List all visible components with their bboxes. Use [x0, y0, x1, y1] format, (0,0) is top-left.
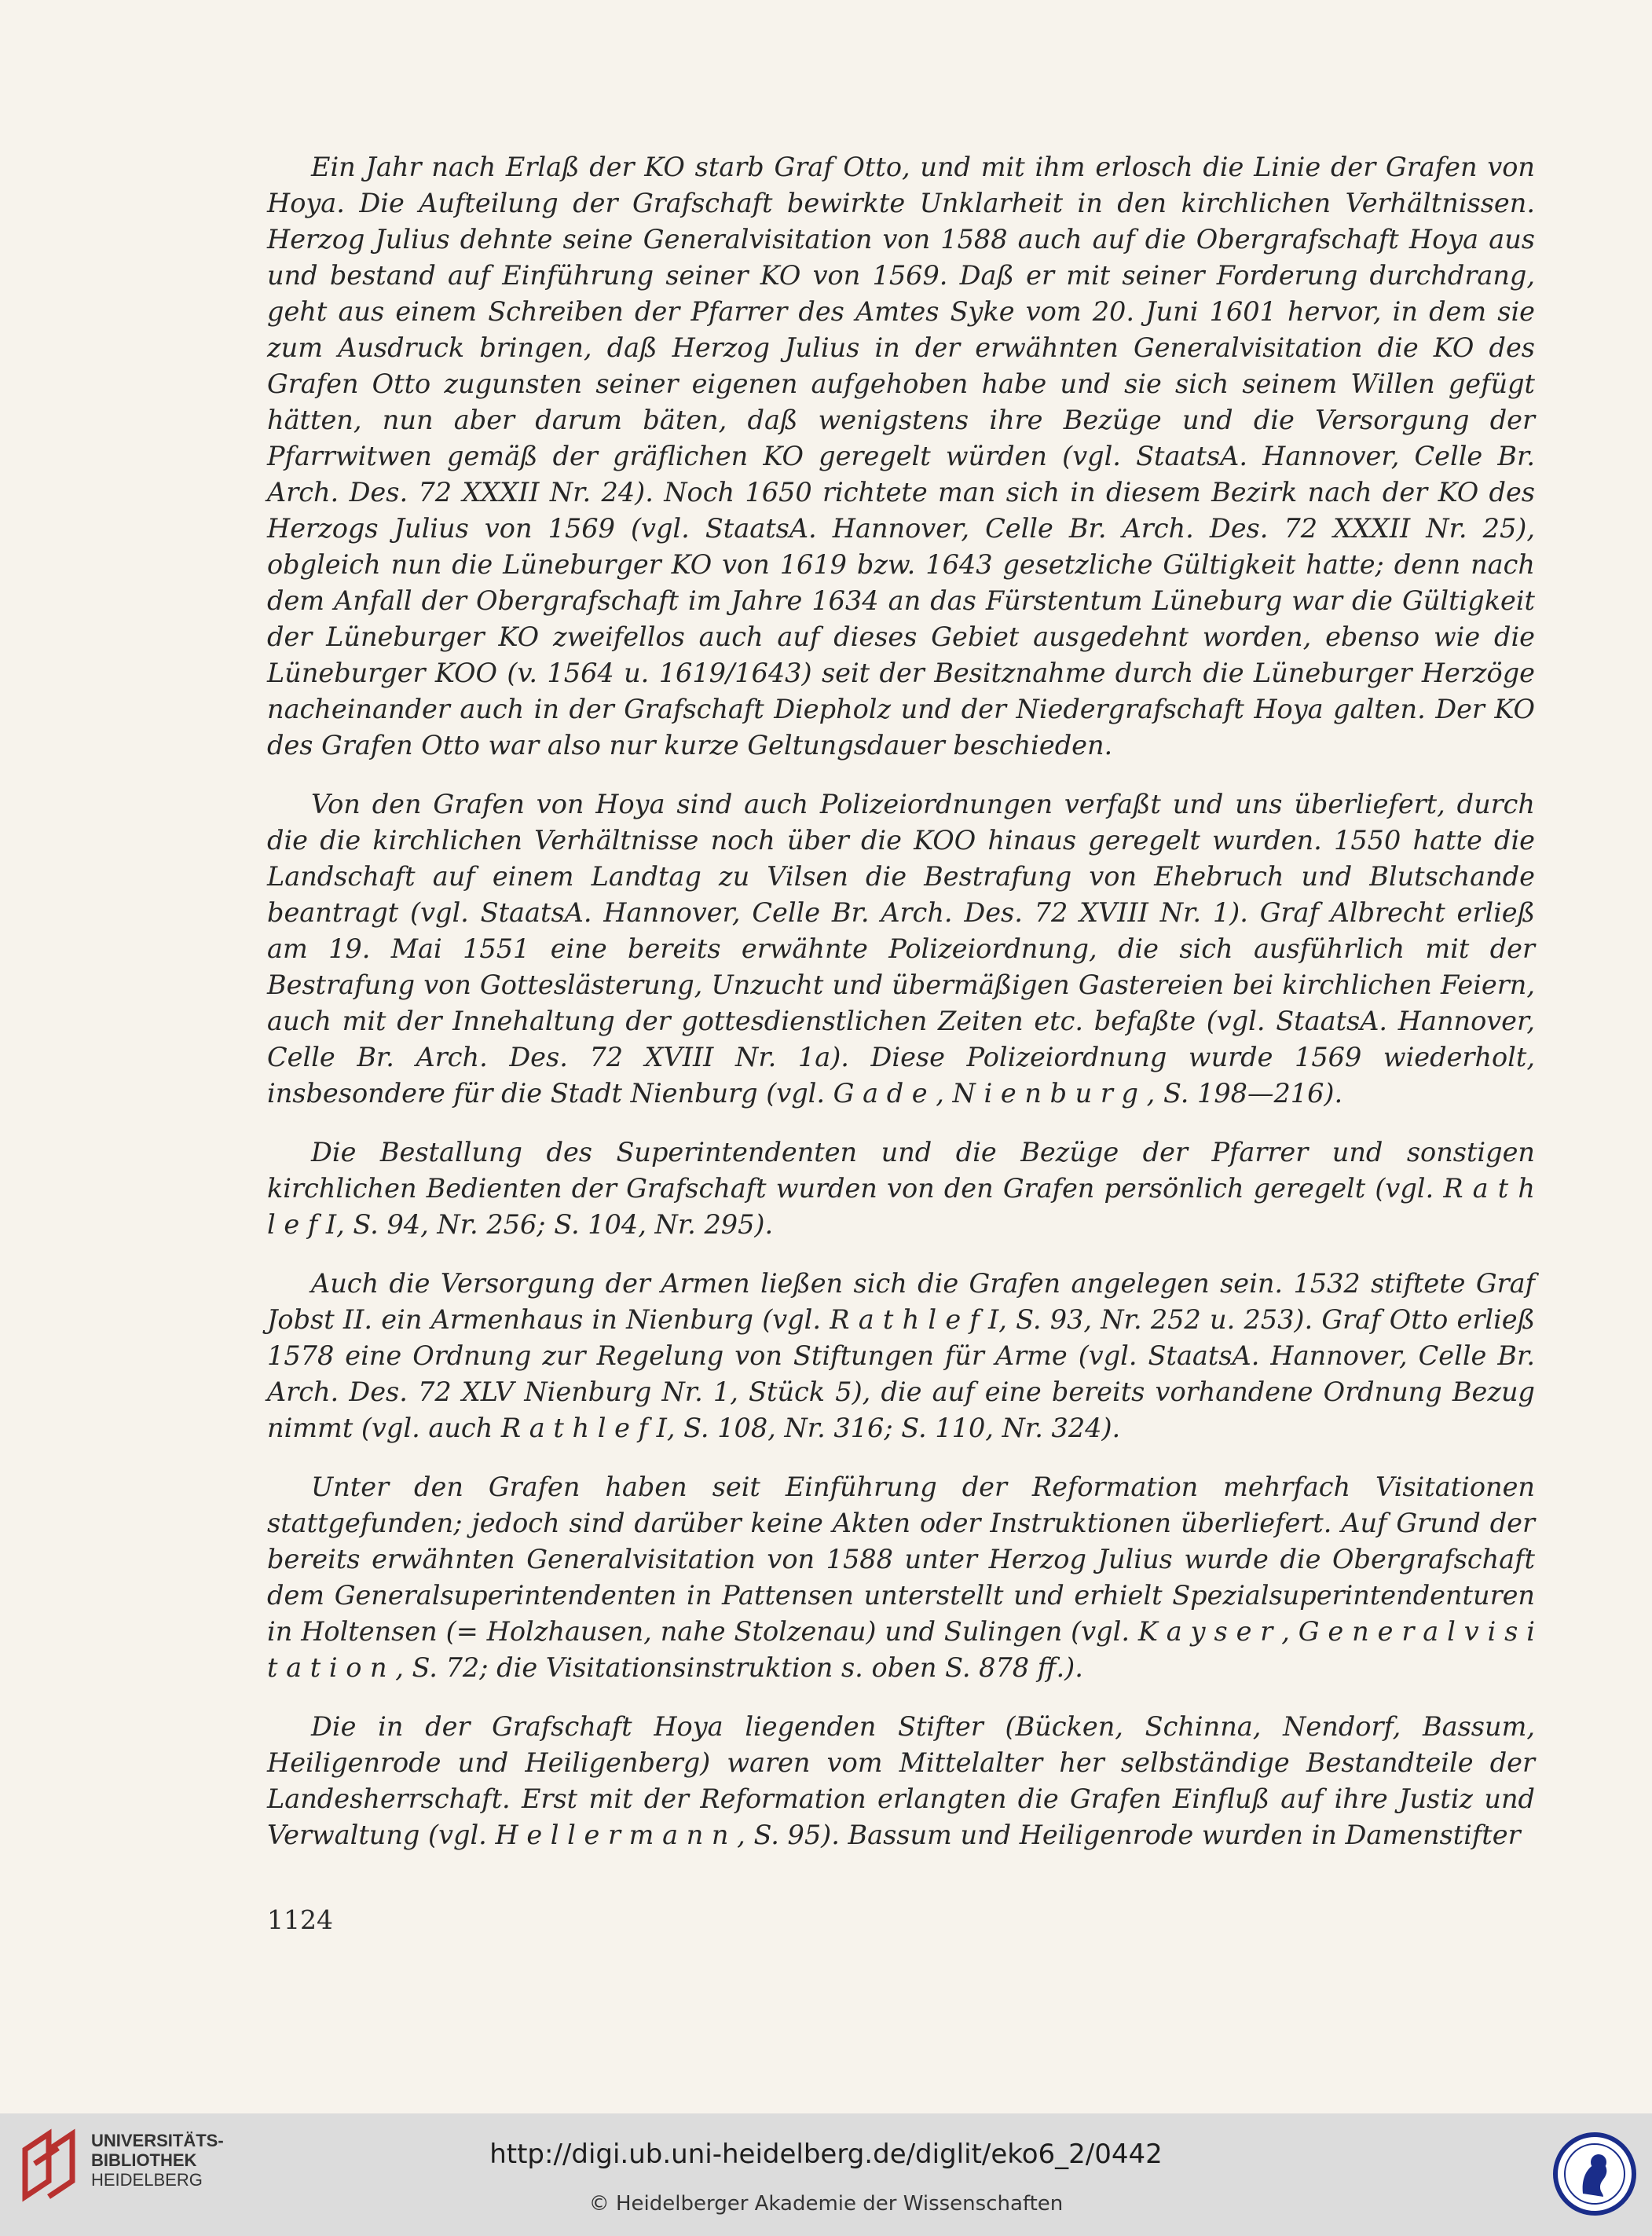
institution-line-1: UNIVERSITÄTS- [91, 2131, 224, 2150]
paragraph-3: Die Bestallung des Superintendenten und die Bezüge der Pfarrer und sonstigen kirchlichen Bedienten der Grafschaft wurden von den Grafen persönlich geregelt (vgl. R a t h l e f I, S. 94, Nr. 256; S. 104, Nr. 295). [267, 1137, 1535, 1240]
body-text [267, 149, 1535, 1853]
institution-line-2: BIBLIOTHEK [91, 2150, 197, 2170]
footer-url-link[interactable]: http://digi.ub.uni-heidelberg.de/diglit/eko6_2/0442 [489, 2139, 1163, 2170]
page-number: 1124 [267, 1904, 333, 1935]
academy-seal-icon[interactable] [1551, 2131, 1638, 2217]
paragraph-5: Unter den Grafen haben seit Einführung der Reformation mehrfach Visitationen stattgefunden; jedoch sind darüber keine Akten oder Instruktionen überliefert. Auf Grund der bereits erwähnten Generalvisitation von 1588 unter Herzog Julius wurde die Obergrafschaft dem Generalsuperintendenten in Pattensen unterstellt und erhielt Spezialsuperintendenturen in Holtensen (= Holzhausen, nahe Stolzenau) und Sulingen (vgl. K a y s e r , G e n e r a l v i s i t a t i o n , S. 72; die Visitationsinstruktion s. oben S. 878 ff.). [267, 1472, 1535, 1683]
institution-line-3: HEIDELBERG [91, 2170, 203, 2190]
paragraph-4: Auch die Versorgung der Armen ließen sich die Grafen angelegen sein. 1532 stiftete Graf Jobst II. ein Armenhaus in Nienburg (vgl. R a t h l e f I, S. 93, Nr. 252 u. 253). Graf Otto erließ 1578 eine Ordnung zur Regelung von Stiftungen für Arme (vgl. StaatsA. Hannover, Celle Br. Arch. Des. 72 XLV Nienburg Nr. 1, Stück 5), die auf eine bereits vorhandene Ordnung Bezug nimmt (vgl. auch R a t h l e f I, S. 108, Nr. 316; S. 110, Nr. 324). [267, 1268, 1535, 1443]
paragraph-2: Von den Grafen von Hoya sind auch Polizeiordnungen verfaßt und uns überliefert, durch die die kirchlichen Verhältnisse noch über die KOO hinaus geregelt wurden. 1550 hatte die Landschaft auf einem Landtag zu Vilsen die Bestrafung von Ehebruch und Blutschande beantragt (vgl. StaatsA. Hannover, Celle Br. Arch. Des. 72 XVIII Nr. 1). Graf Albrecht erließ am 19. Mai 1551 eine bereits erwähnte Polizeiordnung, die sich ausführlich mit der Bestrafung von Gotteslästerung, Unzucht und übermäßigen Gastereien bei kirchlichen Feiern, auch mit der Innehaltung der gottesdienstlichen Zeiten etc. befaßte (vgl. StaatsA. Hannover, Celle Br. Arch. Des. 72 XVIII Nr. 1a). Diese Polizeiordnung wurde 1569 wiederholt, insbesondere für die Stadt Nienburg (vgl. G a d e , N i e n b u r g , S. 198—216). [267, 789, 1535, 1109]
paragraph-6: Die in der Grafschaft Hoya liegenden Stifter (Bücken, Schinna, Nendorf, Bassum, Heiligenrode und Heiligenberg) waren vom Mittelalter her selbständige Bestandteile der Landesherrschaft. Erst mit der Reformation erlangten die Grafen Einfluß auf ihre Justiz und Verwaltung (vgl. H e l l e r m a n n , S. 95). Bassum und Heiligenrode wurden in Damenstifter [267, 1711, 1535, 1850]
footer-bar [0, 2113, 1652, 2236]
paragraph-1: Ein Jahr nach Erlaß der KO starb Graf Otto, und mit ihm erlosch die Linie der Grafen von Hoya. Die Aufteilung der Grafschaft bewirkte Unklarheit in den kirchlichen Verhältnissen. Herzog Julius dehnte seine Generalvisitation von 1588 auch auf die Obergrafschaft Hoya aus und bestand auf Einführung seiner KO von 1569. Daß er mit seiner Forderung durchdrang, geht aus einem Schreiben der Pfarrer des Amtes Syke vom 20. Juni 1601 hervor, in dem sie zum Ausdruck bringen, daß Herzog Julius in der erwähnten Generalvisitation die KO des Grafen Otto zugunsten seiner eigenen aufgehoben habe und sie sich seinem Willen gefügt hätten, nun aber darum bäten, daß wenigstens ihre Bezüge und die Versorgung der Pfarrwitwen gemäß der gräflichen KO geregelt würden (vgl. StaatsA. Hannover, Celle Br. Arch. Des. 72 XXXII Nr. 24). Noch 1650 richtete man sich in diesem Bezirk nach der KO des Herzogs Julius von 1569 (vgl. StaatsA. Hannover, Celle Br. Arch. Des. 72 XXXII Nr. 25), obgleich nun die Lüneburger KO von 1619 bzw. 1643 gesetzliche Gültigkeit hatte; denn nach dem Anfall der Obergrafschaft im Jahre 1634 an das Fürstentum Lüneburg war die Gültigkeit der Lüneburger KO zweifellos auch auf dieses Gebiet ausgedehnt worden, ebenso wie die Lüneburger KOO (v. 1564 u. 1619/1643) seit der Besitznahme durch die Lüneburger Herzöge nacheinander auch in der Grafschaft Diepholz und der Niedergrafschaft Hoya galten. Der KO des Grafen Otto war also nur kurze Geltungsdauer beschieden. [267, 152, 1535, 761]
footer-copyright: © Heidelberger Akademie der Wissenschaften [588, 2192, 1064, 2216]
